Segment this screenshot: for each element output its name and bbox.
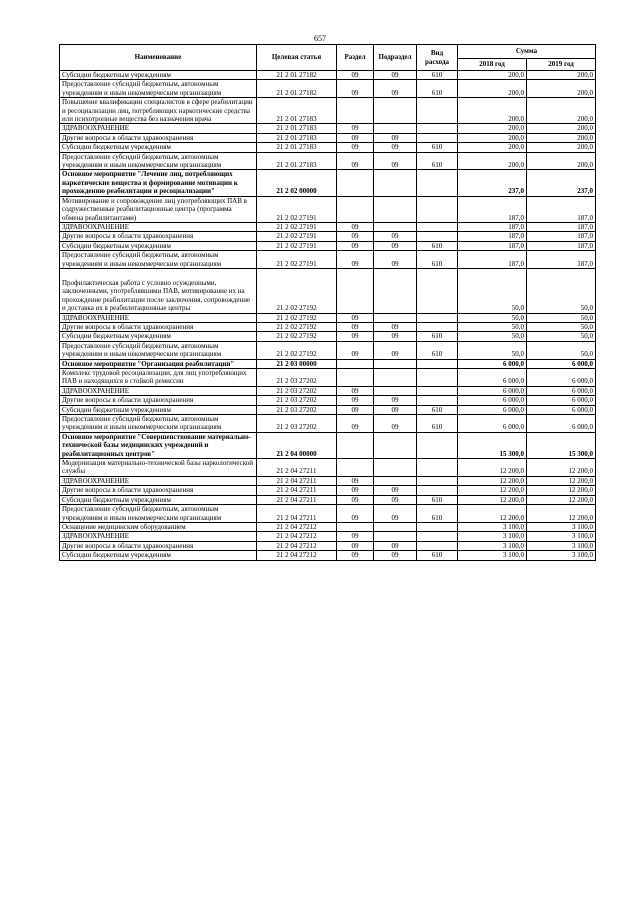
row-target-code: 21 2 03 27202 [257, 415, 337, 433]
header-section: Раздел [337, 45, 374, 71]
row-target-code: 21 2 02 27191 [257, 222, 337, 231]
row-name: Другие вопросы в области здравоохранения [60, 396, 257, 405]
row-sum-2018: 187,0 [458, 232, 527, 241]
row-subsection: 09 [374, 251, 417, 269]
row-subsection [374, 369, 417, 387]
row-section: 09 [337, 80, 374, 98]
row-sum-2019: 200,0 [527, 71, 596, 80]
row-expense-type [417, 432, 458, 458]
row-subsection [374, 268, 417, 313]
row-expense-type: 610 [417, 405, 458, 414]
table-row [60, 522, 596, 531]
table-row [60, 322, 596, 331]
row-subsection [374, 196, 417, 222]
row-sum-2019: 50,0 [527, 322, 596, 331]
row-sum-2019: 187,0 [527, 241, 596, 250]
row-target-code: 21 2 04 27212 [257, 532, 337, 541]
row-sum-2018: 200,0 [458, 80, 527, 98]
row-expense-type: 610 [417, 152, 458, 170]
table-row [60, 459, 596, 477]
row-sum-2019: 3 100,0 [527, 532, 596, 541]
header-subsection: Подраздел [374, 45, 417, 71]
row-expense-type [417, 313, 458, 322]
row-name: Субсидии бюджетным учреждениям [60, 332, 257, 341]
row-target-code: 21 2 02 00000 [257, 170, 337, 196]
row-section: 09 [337, 152, 374, 170]
row-name: ЗДРАВООХРАНЕНИЕ [60, 124, 257, 133]
header-sum: Сумма [458, 45, 596, 59]
table-row [60, 124, 596, 133]
table-row [60, 405, 596, 414]
row-subsection: 09 [374, 486, 417, 495]
row-name: Субсидии бюджетным учреждениям [60, 241, 257, 250]
row-section: 09 [337, 251, 374, 269]
row-expense-type [417, 369, 458, 387]
row-section: 09 [337, 143, 374, 152]
row-target-code: 21 2 03 27202 [257, 405, 337, 414]
row-target-code: 21 2 04 27212 [257, 541, 337, 550]
row-name: ЗДРАВООХРАНЕНИЕ [60, 313, 257, 322]
row-subsection [374, 459, 417, 477]
row-sum-2019: 12 200,0 [527, 495, 596, 504]
row-subsection: 09 [374, 396, 417, 405]
row-target-code: 21 2 03 27202 [257, 386, 337, 395]
row-sum-2019: 15 300,0 [527, 432, 596, 458]
row-section [337, 432, 374, 458]
row-sum-2019: 50,0 [527, 268, 596, 313]
row-expense-type: 610 [417, 80, 458, 98]
row-name: ЗДРАВООХРАНЕНИЕ [60, 222, 257, 231]
table-row [60, 80, 596, 98]
row-name: ЗДРАВООХРАНЕНИЕ [60, 532, 257, 541]
row-subsection: 09 [374, 415, 417, 433]
row-sum-2018: 12 200,0 [458, 505, 527, 523]
row-sum-2018: 50,0 [458, 332, 527, 341]
row-expense-type [417, 232, 458, 241]
row-subsection [374, 532, 417, 541]
table-row [60, 396, 596, 405]
row-subsection: 09 [374, 71, 417, 80]
row-subsection [374, 522, 417, 531]
row-expense-type [417, 196, 458, 222]
table-row [60, 495, 596, 504]
row-expense-type [417, 322, 458, 331]
row-target-code: 21 2 01 27182 [257, 71, 337, 80]
row-name: Субсидии бюджетным учреждениям [60, 143, 257, 152]
table-row [60, 241, 596, 250]
row-target-code: 21 2 01 27183 [257, 143, 337, 152]
table-header-row [60, 45, 596, 59]
row-sum-2018: 12 200,0 [458, 476, 527, 485]
row-sum-2019: 6 000,0 [527, 369, 596, 387]
row-target-code: 21 2 02 27191 [257, 196, 337, 222]
table-row [60, 341, 596, 359]
table-row [60, 71, 596, 80]
row-target-code: 21 2 02 27192 [257, 313, 337, 322]
table-row [60, 505, 596, 523]
row-name: Субсидии бюджетным учреждениям [60, 551, 257, 560]
row-name: Повышение квалификации специалистов в сфере реабилитации и ресоциализации лиц, потребляющих наркотические средства или психотропные вещества без назначения врача [60, 98, 257, 124]
row-section [337, 98, 374, 124]
row-name: Основное мероприятие "Организация реабилитации" [60, 359, 257, 368]
row-section: 09 [337, 341, 374, 359]
row-sum-2019: 6 000,0 [527, 405, 596, 414]
row-section: 09 [337, 322, 374, 331]
row-target-code: 21 2 02 27192 [257, 268, 337, 313]
header-year-2019: 2019 год [527, 59, 596, 71]
row-sum-2018: 200,0 [458, 124, 527, 133]
row-expense-type [417, 396, 458, 405]
row-target-code: 21 2 02 27192 [257, 341, 337, 359]
row-section: 09 [337, 222, 374, 231]
row-sum-2019: 50,0 [527, 313, 596, 322]
row-section [337, 196, 374, 222]
row-subsection [374, 98, 417, 124]
row-sum-2018: 187,0 [458, 222, 527, 231]
header-year-2018: 2018 год [458, 59, 527, 71]
row-sum-2018: 200,0 [458, 133, 527, 142]
row-target-code: 21 2 02 27192 [257, 322, 337, 331]
row-expense-type [417, 98, 458, 124]
row-sum-2018: 200,0 [458, 152, 527, 170]
row-sum-2019: 187,0 [527, 251, 596, 269]
row-name: ЗДРАВООХРАНЕНИЕ [60, 476, 257, 485]
row-subsection: 09 [374, 405, 417, 414]
row-name: ЗДРАВООХРАНЕНИЕ [60, 386, 257, 395]
row-subsection: 09 [374, 322, 417, 331]
table-row [60, 268, 596, 313]
row-expense-type: 610 [417, 415, 458, 433]
row-sum-2018: 50,0 [458, 341, 527, 359]
row-section: 09 [337, 313, 374, 322]
row-subsection: 09 [374, 505, 417, 523]
row-sum-2018: 6 000,0 [458, 396, 527, 405]
row-section [337, 459, 374, 477]
row-name: Другие вопросы в области здравоохранения [60, 232, 257, 241]
row-sum-2018: 6 000,0 [458, 405, 527, 414]
table-row [60, 251, 596, 269]
row-section: 09 [337, 124, 374, 133]
row-section: 09 [337, 71, 374, 80]
row-sum-2018: 6 000,0 [458, 369, 527, 387]
row-sum-2018: 3 100,0 [458, 541, 527, 550]
row-sum-2018: 6 000,0 [458, 415, 527, 433]
row-name: Модернизация материально-технической базы наркологической службы [60, 459, 257, 477]
table-row [60, 133, 596, 142]
row-target-code: 21 2 03 27202 [257, 369, 337, 387]
row-sum-2018: 187,0 [458, 251, 527, 269]
row-sum-2019: 6 000,0 [527, 386, 596, 395]
row-expense-type [417, 133, 458, 142]
row-target-code: 21 2 04 27212 [257, 522, 337, 531]
row-expense-type [417, 541, 458, 550]
table-row [60, 432, 596, 458]
row-sum-2018: 6 000,0 [458, 359, 527, 368]
row-sum-2019: 12 200,0 [527, 476, 596, 485]
header-expense-type: Вид расхода [417, 45, 458, 71]
row-name: Субсидии бюджетным учреждениям [60, 495, 257, 504]
row-expense-type: 610 [417, 241, 458, 250]
row-sum-2018: 3 100,0 [458, 522, 527, 531]
row-section [337, 268, 374, 313]
row-sum-2018: 15 300,0 [458, 432, 527, 458]
row-sum-2018: 237,0 [458, 170, 527, 196]
row-sum-2018: 187,0 [458, 196, 527, 222]
table-row [60, 170, 596, 196]
row-section: 09 [337, 241, 374, 250]
row-sum-2019: 3 100,0 [527, 541, 596, 550]
row-subsection [374, 359, 417, 368]
row-subsection [374, 222, 417, 231]
row-sum-2019: 187,0 [527, 222, 596, 231]
row-expense-type: 610 [417, 341, 458, 359]
row-section [337, 359, 374, 368]
row-subsection: 09 [374, 551, 417, 560]
row-sum-2018: 50,0 [458, 322, 527, 331]
row-section: 09 [337, 133, 374, 142]
row-target-code: 21 2 01 27183 [257, 152, 337, 170]
row-expense-type [417, 532, 458, 541]
row-name: Предоставление субсидий бюджетным, автономным учреждениям и иным некоммерческим организациям [60, 80, 257, 98]
row-target-code: 21 2 04 27212 [257, 551, 337, 560]
row-subsection: 09 [374, 541, 417, 550]
row-subsection: 09 [374, 241, 417, 250]
row-expense-type: 610 [417, 505, 458, 523]
row-target-code: 21 2 02 27191 [257, 251, 337, 269]
row-sum-2018: 200,0 [458, 98, 527, 124]
row-name: Оснащение медицинским оборудованием [60, 522, 257, 531]
row-section: 09 [337, 332, 374, 341]
table-row [60, 415, 596, 433]
row-sum-2018: 3 100,0 [458, 551, 527, 560]
page-number: 657 [314, 34, 326, 43]
table-row [60, 532, 596, 541]
row-target-code: 21 2 01 27183 [257, 98, 337, 124]
row-name: Предоставление субсидий бюджетным, автономным учреждениям и иным некоммерческим организациям [60, 152, 257, 170]
row-sum-2019: 200,0 [527, 133, 596, 142]
row-target-code: 21 2 02 27191 [257, 241, 337, 250]
row-section [337, 522, 374, 531]
row-target-code: 21 2 02 27191 [257, 232, 337, 241]
row-target-code: 21 2 01 27183 [257, 133, 337, 142]
row-subsection [374, 476, 417, 485]
row-sum-2019: 12 200,0 [527, 486, 596, 495]
row-subsection: 09 [374, 152, 417, 170]
row-subsection: 09 [374, 495, 417, 504]
row-target-code: 21 2 04 27211 [257, 495, 337, 504]
table-row [60, 152, 596, 170]
row-expense-type [417, 268, 458, 313]
row-name: Мотивирование и сопровождение лиц употребляющих ПАВ в содружественные реабилитационные центра (программа обмена реабилитантами) [60, 196, 257, 222]
row-target-code: 21 2 02 27192 [257, 332, 337, 341]
row-expense-type: 610 [417, 332, 458, 341]
row-sum-2019: 200,0 [527, 80, 596, 98]
row-section [337, 369, 374, 387]
row-sum-2018: 200,0 [458, 143, 527, 152]
table-row [60, 143, 596, 152]
row-sum-2018: 200,0 [458, 71, 527, 80]
row-sum-2018: 187,0 [458, 241, 527, 250]
row-expense-type: 610 [417, 143, 458, 152]
row-sum-2019: 12 200,0 [527, 505, 596, 523]
row-expense-type: 610 [417, 551, 458, 560]
row-expense-type [417, 476, 458, 485]
row-sum-2018: 3 100,0 [458, 532, 527, 541]
row-section: 09 [337, 532, 374, 541]
row-name: Другие вопросы в области здравоохранения [60, 322, 257, 331]
row-expense-type [417, 459, 458, 477]
row-target-code: 21 2 01 27183 [257, 124, 337, 133]
row-section: 09 [337, 551, 374, 560]
row-sum-2019: 6 000,0 [527, 359, 596, 368]
row-expense-type [417, 124, 458, 133]
row-name: Предоставление субсидий бюджетным, автономным учреждениям и иным некоммерческим организациям [60, 505, 257, 523]
row-name: Комплекс трудовой ресоциализации, для лиц употребляющих ПАВ и находящихся в стойкой ремиссии [60, 369, 257, 387]
row-target-code: 21 2 04 00000 [257, 432, 337, 458]
table-row [60, 196, 596, 222]
row-name: Другие вопросы в области здравоохранения [60, 541, 257, 550]
row-sum-2019: 6 000,0 [527, 415, 596, 433]
row-target-code: 21 2 04 27211 [257, 459, 337, 477]
row-name: Другие вопросы в области здравоохранения [60, 486, 257, 495]
budget-table [59, 44, 596, 561]
row-section: 09 [337, 495, 374, 504]
row-sum-2018: 12 200,0 [458, 495, 527, 504]
row-subsection [374, 313, 417, 322]
row-subsection: 09 [374, 133, 417, 142]
row-section: 09 [337, 486, 374, 495]
row-section: 09 [337, 476, 374, 485]
row-name: Предоставление субсидий бюджетным, автономным учреждениям и иным некоммерческим организациям [60, 415, 257, 433]
row-sum-2019: 200,0 [527, 143, 596, 152]
row-sum-2018: 12 200,0 [458, 459, 527, 477]
row-name: Основное мероприятие "Лечение лиц, потребляющих наркотические вещества и формирование мотивации к прохождению реабилитации и ресоциализации" [60, 170, 257, 196]
row-sum-2019: 200,0 [527, 152, 596, 170]
row-target-code: 21 2 04 27211 [257, 476, 337, 485]
row-sum-2019: 3 100,0 [527, 551, 596, 560]
row-subsection [374, 124, 417, 133]
row-sum-2018: 50,0 [458, 268, 527, 313]
row-name: Другие вопросы в области здравоохранения [60, 133, 257, 142]
row-section [337, 170, 374, 196]
row-target-code: 21 2 03 27202 [257, 396, 337, 405]
row-expense-type [417, 522, 458, 531]
row-expense-type [417, 486, 458, 495]
row-expense-type [417, 170, 458, 196]
row-expense-type [417, 386, 458, 395]
row-name: Основное мероприятие "Совершенствование материально-технической базы медицинских учреждений и реабилитационных центров" [60, 432, 257, 458]
row-subsection [374, 432, 417, 458]
row-target-code: 21 2 03 00000 [257, 359, 337, 368]
row-sum-2019: 50,0 [527, 341, 596, 359]
row-subsection: 09 [374, 143, 417, 152]
row-target-code: 21 2 01 27182 [257, 80, 337, 98]
table-body [60, 71, 596, 561]
row-sum-2019: 3 100,0 [527, 522, 596, 531]
row-sum-2019: 187,0 [527, 196, 596, 222]
row-subsection [374, 386, 417, 395]
row-sum-2019: 200,0 [527, 98, 596, 124]
row-sum-2019: 187,0 [527, 232, 596, 241]
row-subsection: 09 [374, 332, 417, 341]
row-target-code: 21 2 04 27211 [257, 505, 337, 523]
row-target-code: 21 2 04 27211 [257, 486, 337, 495]
table-row [60, 232, 596, 241]
row-subsection: 09 [374, 232, 417, 241]
table-row [60, 369, 596, 387]
row-sum-2019: 6 000,0 [527, 396, 596, 405]
row-expense-type: 610 [417, 71, 458, 80]
row-subsection: 09 [374, 341, 417, 359]
header-target: Целевая статья [257, 45, 337, 71]
row-section: 09 [337, 541, 374, 550]
row-expense-type [417, 222, 458, 231]
row-name: Профилактическая работа с условно осужденными, заключенными, употреблявшими ПАВ, мотивирование их на прохождение реабилитации после заключения, сопровождение и доставка их в реабилитационные центры [60, 268, 257, 313]
row-name: Предоставление субсидий бюджетным, автономным учреждениям и иным некоммерческим организациям [60, 251, 257, 269]
table-row [60, 551, 596, 560]
row-subsection: 09 [374, 80, 417, 98]
row-expense-type: 610 [417, 251, 458, 269]
row-name: Субсидии бюджетным учреждениям [60, 405, 257, 414]
row-sum-2019: 200,0 [527, 124, 596, 133]
row-section: 09 [337, 232, 374, 241]
table-row [60, 222, 596, 231]
table-row [60, 359, 596, 368]
table-row [60, 541, 596, 550]
row-section: 09 [337, 505, 374, 523]
row-section: 09 [337, 405, 374, 414]
table-row [60, 98, 596, 124]
table-row [60, 476, 596, 485]
row-name: Предоставление субсидий бюджетным, автономным учреждениям и иным некоммерческим организациям [60, 341, 257, 359]
row-section: 09 [337, 415, 374, 433]
row-expense-type: 610 [417, 495, 458, 504]
table-row [60, 386, 596, 395]
row-sum-2019: 12 200,0 [527, 459, 596, 477]
row-sum-2018: 6 000,0 [458, 386, 527, 395]
table-row [60, 313, 596, 322]
row-subsection [374, 170, 417, 196]
row-section: 09 [337, 396, 374, 405]
table-row [60, 486, 596, 495]
row-sum-2018: 12 200,0 [458, 486, 527, 495]
row-section: 09 [337, 386, 374, 395]
header-name: Наименование [60, 45, 257, 71]
row-sum-2018: 50,0 [458, 313, 527, 322]
row-sum-2019: 237,0 [527, 170, 596, 196]
table-row [60, 332, 596, 341]
row-expense-type [417, 359, 458, 368]
row-name: Субсидии бюджетным учреждениям [60, 71, 257, 80]
row-sum-2019: 50,0 [527, 332, 596, 341]
